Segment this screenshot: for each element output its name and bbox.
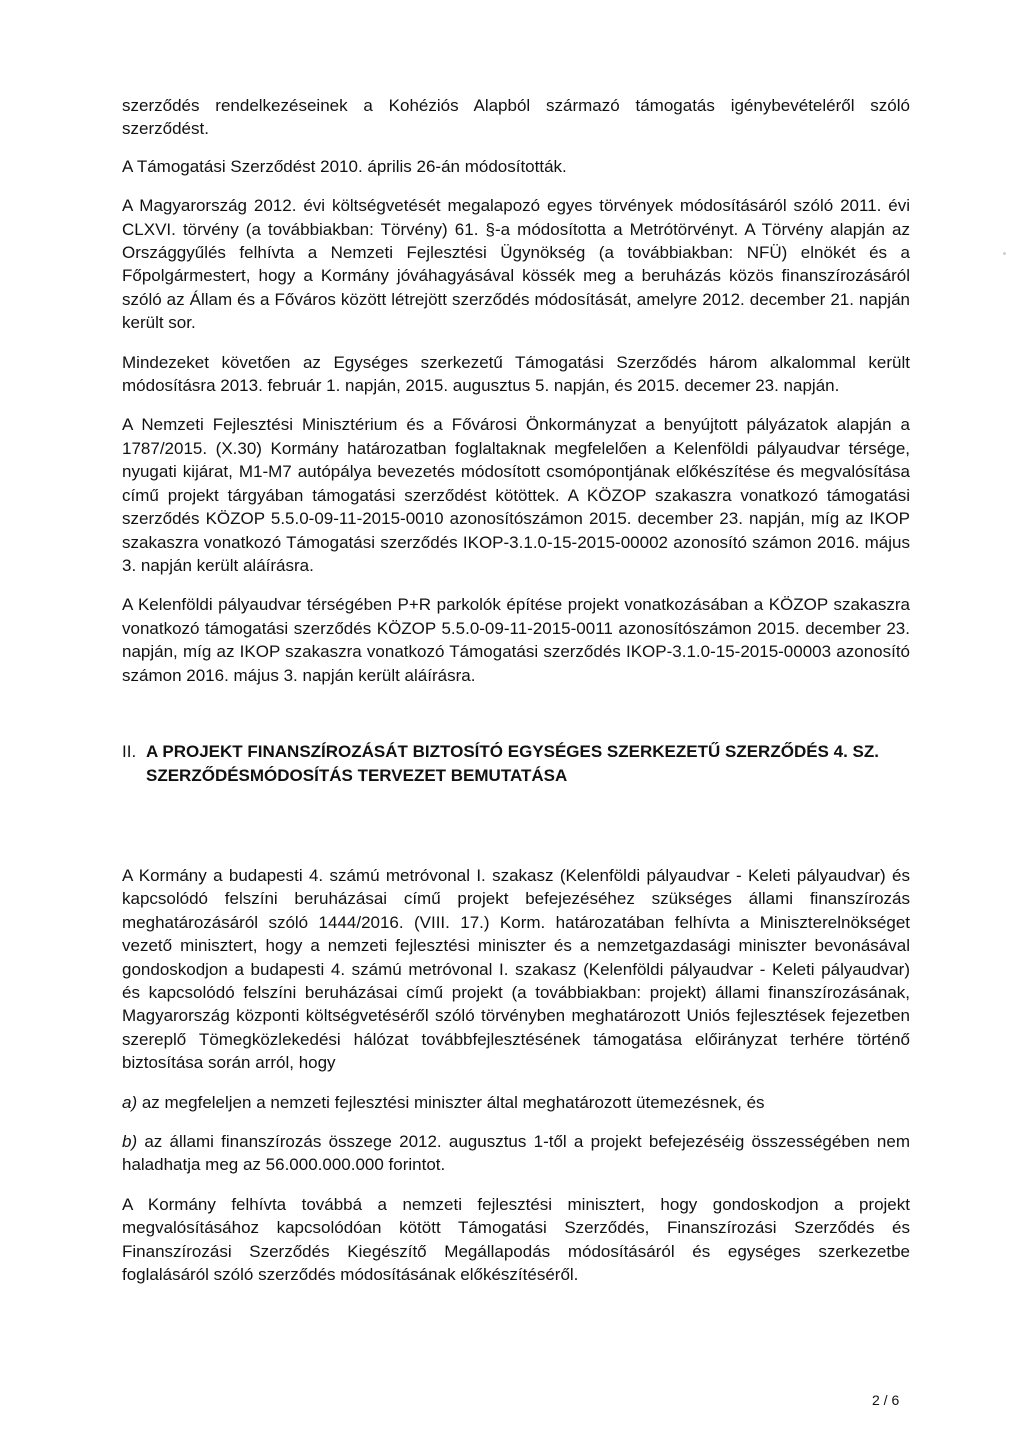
document-body [122, 94, 910, 1286]
paragraph-amendments-2013-2015: Mindezeket követően az Egységes szerkezetű Támogatási Szerződés három alkalommal került módosításra 2013. február 1. napján, 2015. augusztus 5. napján, és 2015. decemer 23. napján. [122, 352, 910, 396]
list-item-a [122, 1091, 910, 1114]
list-item-a-text: az megfeleljen a nemzeti fejlesztési miniszter által meghatározott ütemezésnek, és [137, 1092, 765, 1112]
paragraph-park-and-ride-project: A Kelenföldi pályaudvar térségében P+R parkolók építése projekt vonatkozásában a KÖZOP szakaszra vonatkozó támogatási szerződés KÖZOP 5.5.0-09-11-2015-0011 azonosítószámon 2015. december 23. napján, míg az IKOP szakaszra vonatkozó Támogatási szerződés IKOP-3.1.0-15-2015-00003 azonosító számon 2016. május 3. napján került aláírásra. [122, 595, 910, 685]
list-item-b-text: az állami finanszírozás összege 2012. augusztus 1-től a projekt befejezéséig összességében nem haladhatja meg az 56.000.000.000 forintot. [122, 1132, 910, 1175]
paragraph-kelenfold-exit-project: A Nemzeti Fejlesztési Minisztérium és a Fővárosi Önkormányzat a benyújtott pályázatok alapján a 1787/2015. (X.30) Kormány határozatban foglaltaknak megfelelően a Kelenföldi pályaudvar térsége, nyugati kijárat, M1-M7 autópálya bevezetés módosított csomópontjának előkészítése és megvalósítása című projekt tárgyában támogatási szerződést kötöttek. A KÖZOP szakaszra vonatkozó támogatási szerződés KÖZOP 5.5.0-09-11-2015-0010 azonosítószámon 2015. december 23. napján, míg az IKOP szakaszra vonatkozó Támogatási szerződés IKOP-3.1.0-15-2015-00002 azonosító számon 2016. május 3. napján került aláírásra. [122, 415, 910, 575]
section-number: II. [122, 741, 137, 761]
paragraph-budget-law-2012: A Magyarország 2012. évi költségvetését megalapozó egyes törvények módosításáról szóló 2011. évi CLXVI. törvény (a továbbiakban: Törvény) 61. §-a módosította a Metrótörvényt. A Törvény alapján az Országgyűlés felhívta a Nemzeti Fejlesztési Ügynökség (a továbbiakban: NFÜ) elnökét és a Főpolgármestert, hogy a Kormány jóváhagyásával kössék meg a beruházás közös finanszírozásáról szóló az Állam és a Főváros között létrejött szerződés módosítását, amelyre 2012. december 21. napján került sor. [122, 196, 910, 333]
paragraph-contract-intro: szerződés rendelkezéseinek a Kohéziós Alapból származó támogatás igénybevételéről szóló szerződést. [122, 96, 910, 139]
section-title: A PROJEKT FINANSZÍROZÁSÁT BIZTOSÍTÓ EGYSÉGES SZERKEZETŰ SZERZŐDÉS 4. SZ. SZERZŐDÉSMÓDOSÍTÁS TERVEZET BEMUTATÁSA [146, 741, 879, 785]
list-item-a-label: a) [122, 1092, 138, 1112]
list-item-b [122, 1130, 910, 1177]
paragraph-minister-request: A Kormány felhívta továbbá a nemzeti fejlesztési minisztert, hogy gondoskodjon a projekt megvalósításához kapcsolódóan kötött Támogatási Szerződés, Finanszírozási Szerződés és Finanszírozási Szerződés Kiegészítő Megállapodás módosításáról és egységes szerkezetbe foglalásáról szóló szerződés módosításának előkészítéséről. [122, 1194, 910, 1285]
list-item-b-label: b) [122, 1132, 138, 1151]
section-heading [122, 740, 910, 788]
scan-artifact [1003, 252, 1006, 255]
page-number: 2 / 6 [872, 1392, 900, 1408]
paragraph-government-decision: A Kormány a budapesti 4. számú metróvonal I. szakasz (Kelenföldi pályaudvar - Keleti pályaudvar) és kapcsolódó felszíni beruházásai című projekt befejezéséhez szükséges állami finanszírozás meghatározásáról szóló 1444/2016. (VIII. 17.) Korm. határozatában felhívta a Miniszterelnökséget vezető minisztert, hogy a nemzeti fejlesztési miniszter és a nemzetgazdasági miniszter bevonásával gondoskodjon a budapesti 4. számú metróvonal I. szakasz (Kelenföldi pályaudvar - Keleti pályaudvar) és kapcsolódó felszíni beruházásai című projekt (a továbbiakban: projekt) állami finanszírozásának, Magyarország központi költségvetéséről szóló törvényben meghatározott Uniós fejlesztések fejezetben szereplő Tömegközlekedési hálózat továbbfejlesztésének támogatása előirányzat terhére történő biztosítása során arról, hogy [122, 865, 910, 1073]
paragraph-amendment-2010: A Támogatási Szerződést 2010. április 26-án módosították. [122, 156, 567, 176]
